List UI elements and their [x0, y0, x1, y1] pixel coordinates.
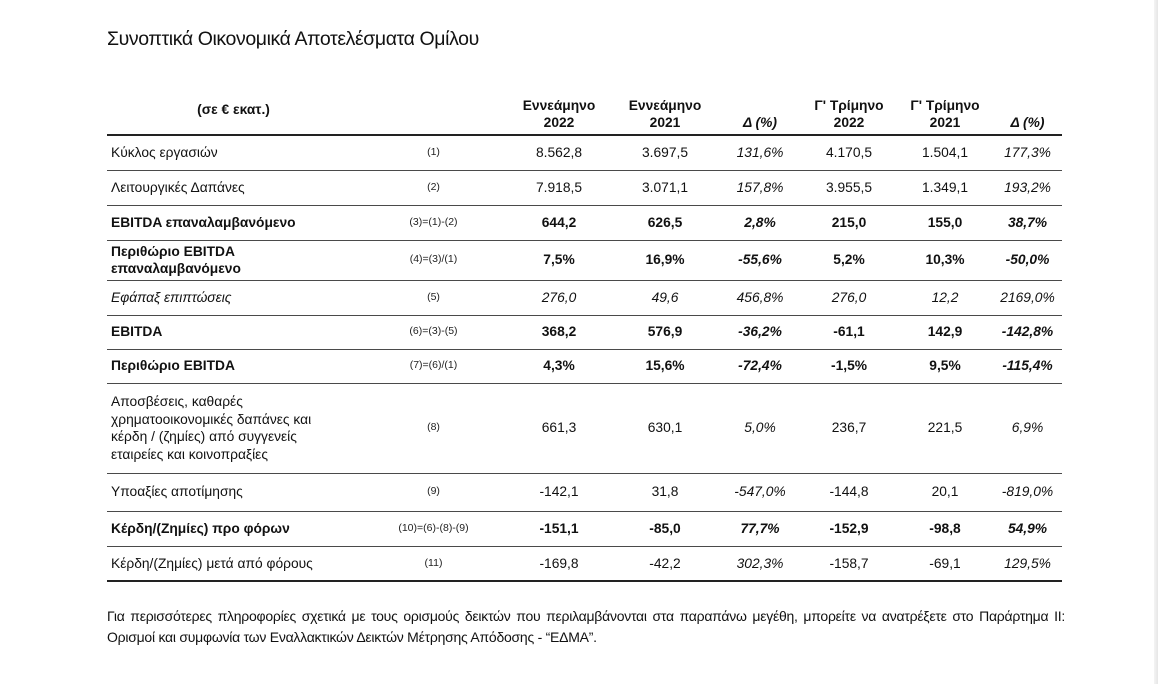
cell-q3-2022: 4.170,5 [801, 135, 897, 170]
cell-9m-2022: 276,0 [507, 280, 611, 315]
cell-9m-2022: -142,1 [507, 473, 611, 511]
cell-delta-q3: -142,8% [993, 315, 1062, 349]
table-row [107, 170, 1062, 205]
footnote: Για περισσότερες πληροφορίες σχετικά με τους ορισμούς δεικτών που περιλαμβάνονται στα παραπάνω μεγέθη, μπορείτε να ανατρέξετε στο Παράρτημα ΙΙ: Ορισμοί και συμφωνία των Εναλλακτικών Δεικτών Μέτρησης Απόδοσης - “ΕΔΜΑ”. [107, 608, 1065, 645]
cell-delta-q3: -50,0% [993, 240, 1062, 280]
table-row [107, 546, 1062, 581]
cell-delta-9m: 77,7% [719, 511, 801, 546]
cell-delta-9m: -36,2% [719, 315, 801, 349]
cell-q3-2022: -158,7 [801, 546, 897, 581]
cell-delta-q3: 129,5% [993, 546, 1062, 581]
row-label: Αποσβέσεις, καθαρές χρηματοοικονομικές δαπάνες και κέρδη / (ζημίες) από συγγενείς εταιρείες και κοινοπραξίες [107, 383, 360, 473]
page-edge-shadow [1154, 0, 1158, 684]
table-row [107, 349, 1062, 383]
table-header-row [107, 83, 1062, 135]
cell-delta-9m: -55,6% [719, 240, 801, 280]
row-label: EBITDA [107, 315, 360, 349]
cell-9m-2022: 4,3% [507, 349, 611, 383]
row-ref: (11) [360, 546, 507, 581]
row-label: Κέρδη/(Ζημίες) προ φόρων [107, 511, 360, 546]
cell-delta-q3: 193,2% [993, 170, 1062, 205]
financial-results-table [107, 83, 1062, 582]
row-ref: (6)=(3)-(5) [360, 315, 507, 349]
table-row [107, 473, 1062, 511]
cell-delta-9m: 302,3% [719, 546, 801, 581]
cell-q3-2021: 1.349,1 [897, 170, 993, 205]
row-ref: (4)=(3)/(1) [360, 240, 507, 280]
cell-q3-2021: 1.504,1 [897, 135, 993, 170]
table-row [107, 135, 1062, 170]
cell-9m-2021: 49,6 [611, 280, 719, 315]
table-row [107, 315, 1062, 349]
cell-9m-2022: -169,8 [507, 546, 611, 581]
header-delta-q3: Δ (%) [993, 83, 1062, 135]
cell-9m-2021: 576,9 [611, 315, 719, 349]
row-ref: (8) [360, 383, 507, 473]
cell-q3-2022: -152,9 [801, 511, 897, 546]
cell-delta-9m: -72,4% [719, 349, 801, 383]
cell-q3-2021: 221,5 [897, 383, 993, 473]
row-label: EBITDA επαναλαμβανόμενο [107, 205, 360, 240]
cell-9m-2022: -151,1 [507, 511, 611, 546]
cell-q3-2021: 20,1 [897, 473, 993, 511]
table-row [107, 240, 1062, 280]
cell-delta-q3: 177,3% [993, 135, 1062, 170]
cell-delta-9m: 5,0% [719, 383, 801, 473]
row-ref: (1) [360, 135, 507, 170]
cell-delta-9m: 2,8% [719, 205, 801, 240]
cell-9m-2022: 661,3 [507, 383, 611, 473]
row-ref: (7)=(6)/(1) [360, 349, 507, 383]
cell-delta-q3: 38,7% [993, 205, 1062, 240]
cell-q3-2022: 5,2% [801, 240, 897, 280]
cell-q3-2022: 276,0 [801, 280, 897, 315]
header-q3-2021: Γ' Τρίμηνο 2021 [897, 83, 993, 135]
cell-q3-2021: 155,0 [897, 205, 993, 240]
cell-q3-2022: -61,1 [801, 315, 897, 349]
row-label: Περιθώριο EBITDA [107, 349, 360, 383]
header-q3-2022: Γ' Τρίμηνο 2022 [801, 83, 897, 135]
cell-delta-q3: -819,0% [993, 473, 1062, 511]
cell-q3-2021: 10,3% [897, 240, 993, 280]
row-ref: (9) [360, 473, 507, 511]
cell-delta-9m: -547,0% [719, 473, 801, 511]
cell-9m-2021: 630,1 [611, 383, 719, 473]
cell-q3-2021: 9,5% [897, 349, 993, 383]
cell-q3-2021: 12,2 [897, 280, 993, 315]
cell-delta-9m: 131,6% [719, 135, 801, 170]
table-row [107, 383, 1062, 473]
cell-9m-2022: 8.562,8 [507, 135, 611, 170]
cell-q3-2022: 3.955,5 [801, 170, 897, 205]
row-label: Κύκλος εργασιών [107, 135, 360, 170]
header-9m-2022: Εννεάμηνο 2022 [507, 83, 611, 135]
cell-q3-2021: -69,1 [897, 546, 993, 581]
cell-9m-2021: 16,9% [611, 240, 719, 280]
row-label: Λειτουργικές Δαπάνες [107, 170, 360, 205]
row-label: Περιθώριο EBITDA επαναλαμβανόμενο [107, 240, 360, 280]
row-label: Υποαξίες αποτίμησης [107, 473, 360, 511]
cell-9m-2022: 644,2 [507, 205, 611, 240]
cell-delta-q3: 54,9% [993, 511, 1062, 546]
cell-delta-q3: 6,9% [993, 383, 1062, 473]
cell-q3-2021: -98,8 [897, 511, 993, 546]
cell-q3-2022: -1,5% [801, 349, 897, 383]
cell-9m-2022: 7.918,5 [507, 170, 611, 205]
cell-9m-2021: 626,5 [611, 205, 719, 240]
cell-9m-2022: 7,5% [507, 240, 611, 280]
cell-9m-2021: 31,8 [611, 473, 719, 511]
page-title: Συνοπτικά Οικονομικά Αποτελέσματα Ομίλου [107, 28, 479, 50]
header-delta-9m: Δ (%) [719, 83, 801, 135]
row-ref: (2) [360, 170, 507, 205]
cell-delta-q3: -115,4% [993, 349, 1062, 383]
row-ref: (5) [360, 280, 507, 315]
row-ref: (3)=(1)-(2) [360, 205, 507, 240]
table-row [107, 280, 1062, 315]
cell-delta-9m: 157,8% [719, 170, 801, 205]
cell-q3-2022: 236,7 [801, 383, 897, 473]
cell-delta-q3: 2169,0% [993, 280, 1062, 315]
cell-9m-2021: -85,0 [611, 511, 719, 546]
cell-9m-2021: 3.697,5 [611, 135, 719, 170]
header-units: (σε € εκατ.) [107, 83, 360, 135]
row-label: Κέρδη/(Ζημίες) μετά από φόρους [107, 546, 360, 581]
cell-9m-2021: 3.071,1 [611, 170, 719, 205]
cell-9m-2021: -42,2 [611, 546, 719, 581]
header-ref [360, 83, 507, 135]
row-ref: (10)=(6)-(8)-(9) [360, 511, 507, 546]
header-9m-2021: Εννεάμηνο 2021 [611, 83, 719, 135]
row-label: Εφάπαξ επιπτώσεις [107, 280, 360, 315]
cell-9m-2022: 368,2 [507, 315, 611, 349]
cell-9m-2021: 15,6% [611, 349, 719, 383]
table-row [107, 205, 1062, 240]
table-row [107, 511, 1062, 546]
cell-delta-9m: 456,8% [719, 280, 801, 315]
cell-q3-2022: 215,0 [801, 205, 897, 240]
cell-q3-2021: 142,9 [897, 315, 993, 349]
cell-q3-2022: -144,8 [801, 473, 897, 511]
